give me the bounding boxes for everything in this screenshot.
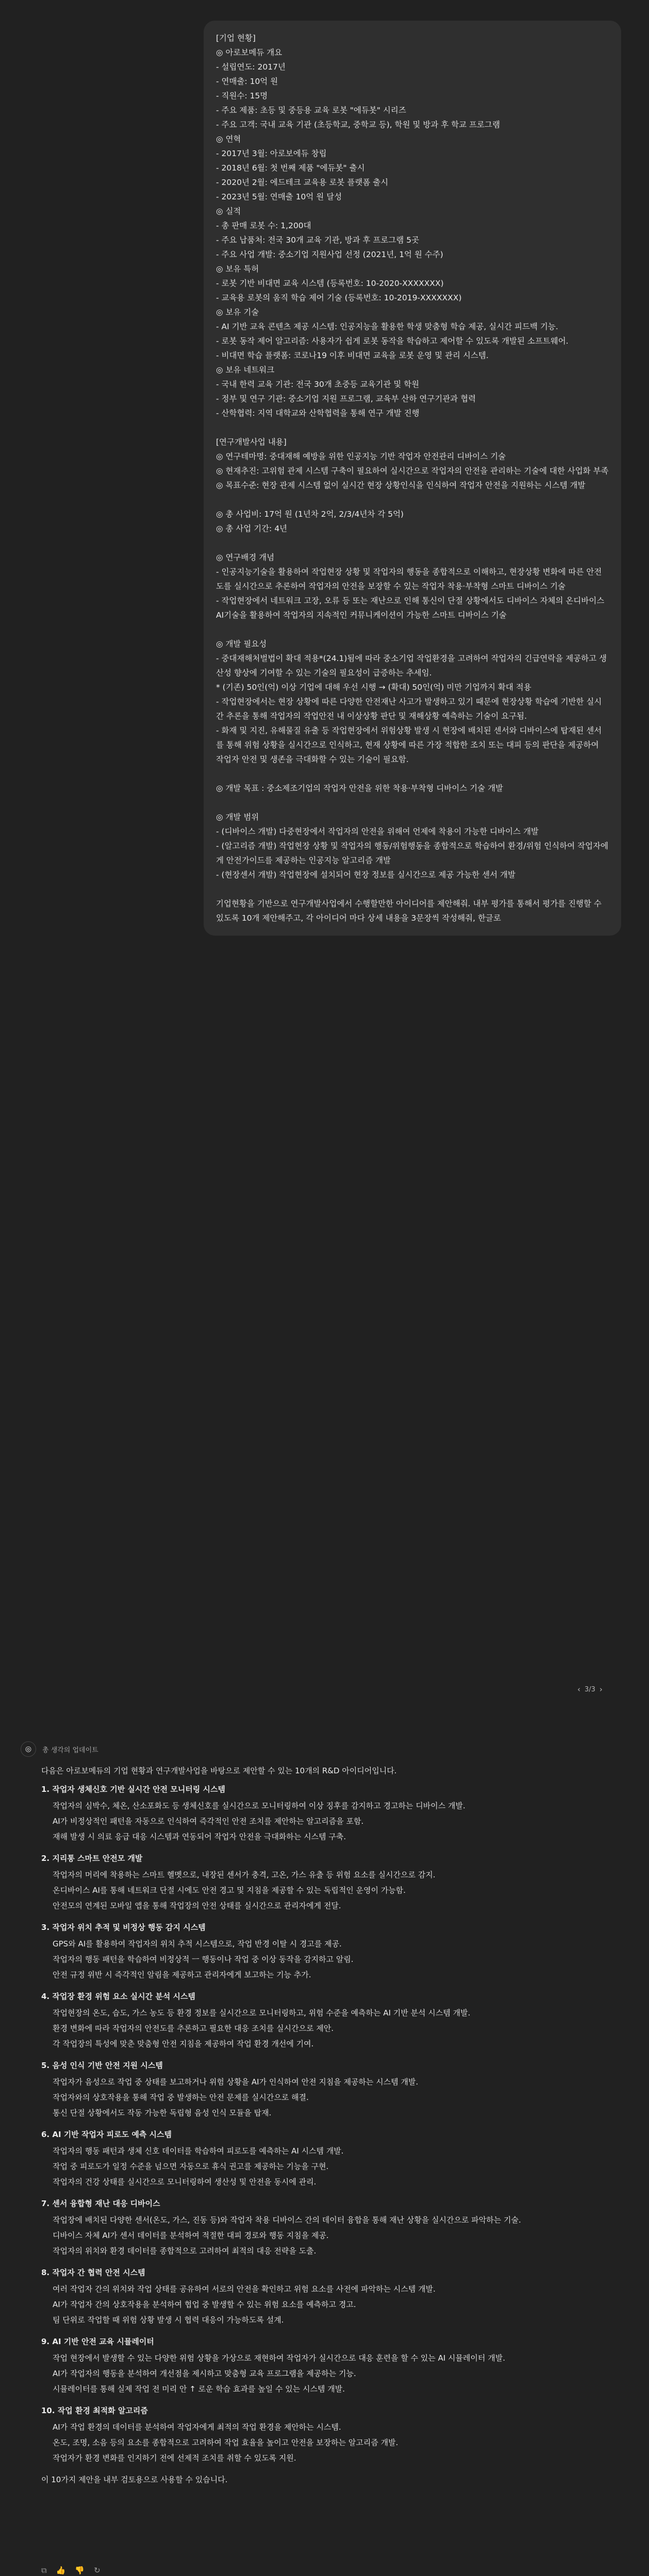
message-line: - 로봇 기반 비대면 교육 시스템 (등록번호: 10-2020-XXXXXXX) [216, 279, 444, 288]
idea-detail: 팀 단위로 작업할 때 위험 상황 발생 시 협력 대응이 가능하도록 설계. [53, 2315, 284, 2325]
idea-item [41, 1990, 619, 2050]
message-line: ◎ 목표수준: 현장 관제 시스템 없이 실시간 현장 상황인식을 인식하여 작업자 안전을 지원하는 시스템 개발 [216, 481, 586, 490]
message-line [216, 420, 609, 435]
idea-detail: AI가 비정상적인 패턴을 자동으로 인식하여 즉각적인 안전 조치를 제안하는 알고리즘을 포함. [53, 1817, 364, 1826]
user-message-pager [577, 1685, 603, 1694]
idea-detail: 작업자와의 상호작용을 통해 작업 중 발생하는 안전 문제를 실시간으로 해결. [53, 2093, 309, 2102]
idea-detail: 안전 규정 위반 시 즉각적인 알림을 제공하고 관리자에게 보고하는 기능 추가. [53, 1970, 311, 1979]
idea-detail: 작업 중 피로도가 일정 수준을 넘으면 자동으로 휴식 권고를 제공하는 기능을 구현. [53, 2162, 329, 2171]
message-line: - 국내 한력 교육 기관: 전국 30개 초중등 교육기관 및 학원 [216, 380, 420, 389]
message-line [216, 622, 609, 637]
assistant-avatar-icon: ◎ [21, 1741, 36, 1757]
message-line: - 총 판매 로봇 수: 1,200대 [216, 221, 311, 230]
message-line: 기업현황을 기반으로 연구개발사업에서 수행할만한 아이디어를 제안해줘. 내부 평가를 통해서 평가를 진행할 수 있도록 10개 제안해주고, 각 아이디어 마다 상세 내용을 3문장씩 작성해줘, 한글로 [216, 899, 604, 923]
idea-detail: 재해 발생 시 의료 응급 대응 시스템과 연동되어 작업자 안전을 극대화하는 시스템 구축. [53, 1832, 346, 1841]
message-line: - 직원수: 15명 [216, 91, 268, 100]
idea-detail: GPS와 AI를 활용하여 작업자의 위치 추적 시스템으로, 작업 반경 이탈 시 경고를 제공. [53, 1939, 342, 1948]
message-line [216, 493, 609, 507]
thumbs-down-icon[interactable]: 👎 [75, 2566, 85, 2575]
message-line: - 2018년 6월: 첫 번째 제품 "에듀봇" 출시 [216, 163, 365, 173]
message-line: - 2023년 5월: 연매출 10억 원 달성 [216, 192, 342, 201]
idea-title: 10. 작업 환경 최적화 알고리즘 [41, 2406, 148, 2415]
idea-detail: 작업장에 배치된 다양한 센서(온도, 가스, 진동 등)와 작업자 착용 디바이스 간의 데이터 융합을 통해 재난 상황을 실시간으로 파악하는 기술. [53, 2215, 521, 2225]
message-line: - 2017년 3월: 아로보에듀 창립 [216, 149, 327, 158]
message-line: - (알고리즘 개발) 작업현장 상황 및 작업자의 행동/위험행동을 종합적으로 학습하여 환경/위험 인식하여 작업자에게 안전가이드를 제공하는 인공지능 알고리즘 개발 [216, 841, 609, 865]
message-line: ◎ 보유 네트워크 [216, 365, 275, 375]
idea-detail: 작업자가 환경 변화를 인지하기 전에 선제적 조치를 취할 수 있도록 지원. [53, 2453, 296, 2463]
idea-detail: 작업 현장에서 발생할 수 있는 다양한 위험 상황을 가상으로 재현하여 작업자가 실시간으로 대응 훈련을 할 수 있는 AI 시뮬레이터 개발. [53, 2353, 506, 2363]
idea-item [41, 2059, 619, 2120]
idea-title: 6. AI 기반 작업자 피로도 예측 시스템 [41, 2130, 172, 2139]
message-line: - 로봇 동작 제어 알고리즘: 사용자가 쉽게 로봇 동작을 학습하고 제어할 수 있도록 개발된 소프트웨어. [216, 336, 569, 346]
message-line: ◎ 현재추진: 고위험 관제 시스템 구축이 필요하여 실시간으로 작업자의 안전을 관리하는 기술에 대한 사업화 부족 [216, 466, 609, 476]
message-line: - 주요 제품: 초등 및 중등용 교육 로봇 "에듀봇" 시리즈 [216, 106, 406, 115]
message-line: ◎ 연구배경 개념 [216, 553, 275, 562]
message-line: - 주요 사업 개발: 중소기업 지원사업 선정 (2021년, 1억 원 수주) [216, 250, 443, 259]
message-line: - AI 기반 교육 콘텐츠 제공 시스템: 인공지능을 활용한 학생 맞춤형 학습 제공, 실시간 피드백 기능. [216, 322, 558, 331]
idea-detail: 작업자가 음성으로 작업 중 상태를 보고하거나 위험 상황을 AI가 인식하여 안전 지침을 제공하는 시스템 개발. [53, 2077, 419, 2087]
message-line: ◎ 개발 범위 [216, 812, 259, 822]
message-line: - 산학협력: 지역 대학교와 산학협력을 통해 연구 개발 진행 [216, 409, 420, 418]
idea-detail: 작업자의 머리에 착용하는 스마트 헬멧으로, 내장된 센서가 충격, 고온, 가스 유출 등 위험 요소를 실시간으로 감지. [53, 1870, 436, 1879]
idea-detail: 안전모의 연계된 모바일 앱을 통해 작업장의 안전 상태를 실시간으로 관리자에게 전달. [53, 1901, 341, 1910]
idea-item [41, 2404, 619, 2465]
idea-detail: 디바이스 자체 AI가 센서 데이터를 분석하여 적절한 대피 경로와 행동 지침을 제공. [53, 2231, 329, 2240]
thumbs-up-icon[interactable]: 👍 [56, 2566, 66, 2575]
idea-detail: 시뮬레이터를 통해 실제 작업 전 미리 안 ↑ 로운 학습 효과를 높일 수 있는 시스템 개발. [53, 2384, 345, 2394]
message-line: ◎ 보유 특허 [216, 264, 259, 274]
idea-list [41, 1783, 619, 2465]
copy-icon[interactable]: ⧉ [41, 2566, 47, 2575]
idea-title: 9. AI 기반 안전 교육 시뮬레이터 [41, 2337, 154, 2346]
message-line: - 정부 및 연구 기관: 중소기업 지원 프로그램, 교육부 산하 연구기관과 협력 [216, 394, 476, 403]
message-line [216, 795, 609, 810]
message-line: - (디바이스 개발) 다중현장에서 작업자의 안전을 위해여 언제에 착용이 가능한 디바이스 개발 [216, 827, 539, 836]
idea-title: 4. 작업장 환경 위험 요소 실시간 분석 시스템 [41, 1992, 196, 2001]
message-line: - 설립연도: 2017년 [216, 62, 286, 72]
message-line: ◎ 개발 필요성 [216, 639, 267, 649]
message-line: - 화재 및 지진, 유해물질 유출 등 작업현장에서 위험상황 발생 시 현장에 배치된 센서와 디바이스에 탑재된 센서를 통해 위험 상황을 실시간으로 인식하고, 현재 상황에 따른 가장 적합한 조치 또는 대피 등의 판단을 제공하여 작업자 안전 및 생존을 극대화할 수 있는 기술이 필요함. [216, 726, 602, 764]
message-line: ◎ 총 사업 기간: 4년 [216, 524, 288, 533]
idea-detail: 작업자의 위치와 환경 데이터를 종합적으로 고려하여 최적의 대응 전략을 도출. [53, 2246, 317, 2256]
idea-detail: 여러 작업자 간의 위치와 작업 상태를 공유하여 서로의 안전을 확인하고 위험 요소를 사전에 파악하는 시스템 개발. [53, 2284, 436, 2294]
idea-detail: 작업자의 행동 패턴과 생체 신호 데이터를 학습하여 피로도를 예측하는 AI 시스템 개발. [53, 2146, 344, 2156]
idea-detail: 환경 변화에 따라 작업자의 안전도를 추론하고 필요한 대응 조치를 실시간으로 제안. [53, 2024, 334, 2033]
message-line: - 교육용 로봇의 움직 학습 제어 기술 (등록번호: 10-2019-XXXXXXX) [216, 293, 462, 302]
idea-detail: 온도, 조명, 소음 등의 요소를 종합적으로 고려하여 작업 효율을 높이고 안전을 보장하는 알고리즘 개발. [53, 2438, 398, 2447]
idea-detail: 작업자의 행동 패턴을 학습하여 비정상적 ㅡ 행동이나 작업 중 이상 동작을 감지하고 알림. [53, 1955, 354, 1964]
message-line: ◎ 개발 목표 : 중소제조기업의 작업자 안전을 위한 착용·부착형 디바이스 기술 개발 [216, 784, 504, 793]
message-line [216, 767, 609, 781]
idea-detail: AI가 작업자 간의 상호작용을 분석하여 협업 중 발생할 수 있는 위험 요소를 예측하고 경고. [53, 2300, 356, 2309]
message-line: ◎ 연혁 [216, 134, 241, 144]
message-line [216, 882, 609, 896]
idea-item [41, 2197, 619, 2258]
idea-item [41, 1783, 619, 1843]
message-line: - 중대재해처벌법이 확대 적용*(24.1)됨에 따라 중소기업 작업환경을 고려하여 작업자의 긴급연락을 제공하고 생산성 향상에 기여할 수 있는 기술의 필요성이 급증하는 추세임. [216, 654, 607, 677]
message-line: - 작업현장에서는 현장 상황에 따른 다양한 안전재난 사고가 발생하고 있기 때문에 현장상황 학습에 기반한 실시간 추론을 통해 작업자의 작업안전 내 이상상황 판단 및 재해상황 예측하는 기술이 요구됨. [216, 697, 602, 721]
message-line: - 주요 납품처: 전국 30개 교육 기관, 방과 후 프로그램 5곳 [216, 235, 420, 245]
idea-detail: 각 작업장의 특성에 맞춘 맞춤형 안전 지침을 제공하여 작업 환경 개선에 기여. [53, 2039, 314, 2048]
message-line: - 주요 고객: 국내 교육 기관 (초등학교, 중학교 등), 학원 및 방과 후 학교 프로그램 [216, 120, 500, 129]
message-line: ◎ 보유 기술 [216, 308, 259, 317]
assistant-header: 총 생각의 업데이트 [42, 1746, 98, 1754]
idea-detail: 통신 단절 상황에서도 작동 가능한 독립형 음성 인식 모듈을 탑재. [53, 2108, 272, 2117]
message-line: - 2020년 2월: 에드테크 교육용 로봇 플랫폼 출시 [216, 178, 389, 187]
idea-detail: 작업자의 심박수, 체온, 산소포화도 등 생체신호를 실시간으로 모니터링하여 이상 징후를 감지하고 경고하는 디바이스 개발. [53, 1801, 465, 1810]
message-line: * (기존) 50인(억) 이상 기업에 대해 우선 시행 → (확대) 50인(억) 미만 기업까지 확대 적용 [216, 683, 531, 692]
message-line: ◎ 연구테마명: 중대재해 예방을 위한 인공지능 기반 작업자 안전관리 디바이스 기술 [216, 452, 506, 461]
idea-item [41, 2335, 619, 2396]
message-line: ◎ 아로보메듀 개요 [216, 48, 282, 57]
message-line: ◎ 실적 [216, 207, 241, 216]
idea-item [41, 2266, 619, 2327]
message-line: - 연매출: 10억 원 [216, 77, 278, 86]
idea-title: 2. 지리통 스마트 안전모 개발 [41, 1854, 143, 1863]
idea-item [41, 2128, 619, 2189]
idea-item [41, 1852, 619, 1912]
next-arrow-icon[interactable]: › [599, 1685, 603, 1694]
idea-detail: AI가 작업 환경의 데이터를 분석하여 작업자에게 최적의 작업 환경을 제안하는 시스템. [53, 2422, 341, 2432]
message-line [216, 536, 609, 550]
message-line: ◎ 총 사업비: 17억 원 (1년차 2억, 2/3/4년차 각 5억) [216, 510, 404, 519]
idea-detail: AI가 작업자의 행동을 분석하여 개선점을 제시하고 맞춤형 교육 프로그램을 제공하는 기능. [53, 2369, 356, 2378]
assistant-outro: 이 10가지 제안을 내부 검토용으로 사용할 수 있습니다. [41, 2475, 228, 2484]
idea-item [41, 1921, 619, 1981]
message-line: [기업 현황] [216, 33, 256, 43]
regenerate-icon[interactable]: ↻ [94, 2566, 101, 2575]
message-line: - 비대면 학습 플랫폼: 코로나19 이후 비대면 교육을 로봇 운영 및 관리 시스템. [216, 351, 489, 360]
message-line: [연구개발사업 내용] [216, 437, 287, 447]
assistant-message [21, 1741, 619, 2492]
user-message-bubble [204, 21, 621, 936]
idea-title: 3. 작업자 위치 추적 및 비정상 행동 감지 시스템 [41, 1923, 206, 1932]
message-line: - 인공지능기술을 활용하여 작업현장 상황 및 작업자의 행동을 종합적으로 이해하고, 현장상황 변화에 따른 안전도를 실시간으로 추론하여 작업자의 안전을 보장할 수 있는 작업자 착용·부착형 스마트 디바이스 기술 [216, 567, 602, 591]
idea-title: 7. 센서 융합형 재난 대응 디바이스 [41, 2199, 160, 2208]
idea-title: 5. 음성 인식 기반 안전 지원 시스템 [41, 2061, 163, 2070]
idea-detail: 온디바이스 AI를 통해 네트워크 단절 시에도 안전 경고 및 지침을 제공할 수 있는 독립적인 운영이 가능함. [53, 1886, 406, 1895]
idea-detail: 작업자의 건강 상태를 실시간으로 모니터링하여 생산성 및 안전을 동시에 관리. [53, 2177, 317, 2187]
prev-arrow-icon[interactable]: ‹ [577, 1685, 580, 1694]
idea-title: 8. 작업자 간 협력 안전 시스템 [41, 2268, 145, 2277]
assistant-intro: 다음은 아로보메듀의 기업 현황과 연구개발사업을 바탕으로 제안할 수 있는 10개의 R&D 아이디어입니다. [41, 1766, 397, 1775]
idea-title: 1. 작업자 생체신호 기반 실시간 안전 모니터링 시스템 [41, 1785, 225, 1794]
assistant-actions [41, 2566, 101, 2575]
idea-detail: 작업현장의 온도, 습도, 가스 농도 등 환경 정보를 실시간으로 모니터링하고, 위험 수준을 예측하는 AI 기반 분석 시스템 개발. [53, 2008, 471, 2018]
message-line: - (현장센서 개발) 작업현장에 설치되어 현장 정보를 실시간으로 제공 가능한 센서 개발 [216, 870, 515, 879]
message-line: - 작업현장에서 네트워크 고장, 오류 등 또는 재난으로 인해 통신이 단절 상황에서도 디바이스 자체의 온디바이스 AI기술을 활용하여 작업자의 지속적인 커뮤니케이션이 가능한 스마트 디바이스 기술 [216, 596, 607, 620]
pager-count: 3/3 [585, 1685, 595, 1693]
